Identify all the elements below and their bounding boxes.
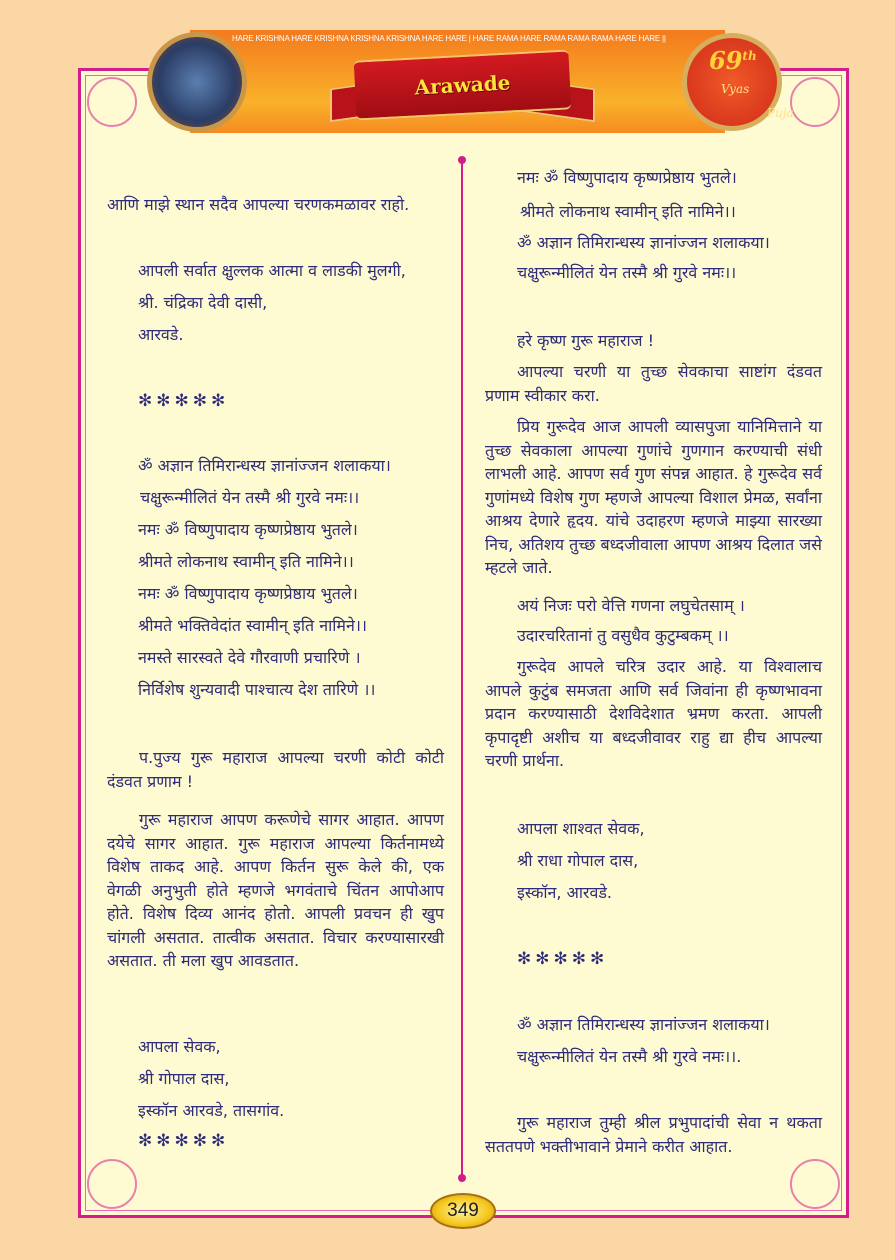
signature-line: श्री. चंद्रिका देवी दासी, [138,293,268,312]
verse-line: ॐ अज्ञान तिमिरान्धस्य ज्ञानांज्जन शलाकया। [138,456,391,475]
verse-line: ॐ अज्ञान तिमिरान्धस्य ज्ञानांज्जन शलाकया। [517,233,770,252]
verse-line: चक्षुरून्मीलितं येन तस्मै श्री गुरवे नमः।। [140,488,360,507]
corner-ornament [87,77,137,127]
corner-ornament [87,1159,137,1209]
quote-line: उदारचरितानां तु वसुधैव कुटुम्बकम् ।। [517,626,729,645]
separator-stars: ✻✻✻✻✻ [138,1131,230,1151]
column-divider [461,160,463,1180]
page-number: 349 [430,1193,496,1229]
paragraph: गुरू महाराज तुम्ही श्रील प्रभुपादांची सेवा न थकता सततपणे भक्तीभावाने प्रेमाने करीत आहात. [485,1113,822,1156]
vyas-puja-badge [682,33,794,131]
badge-suffix: th [742,49,757,63]
paragraph: प.पुज्य गुरू महाराज आपल्या चरणी कोटी कोटी दंडवत प्रणाम ! [107,748,444,791]
signature-line: आपला शाश्वत सेवक, [517,819,645,838]
quote-line: अयं निजः परो वेत्ति गणना लघुचेतसाम् । [517,596,745,615]
verse-line: चक्षुरून्मीलितं येन तस्मै श्री गुरवे नमः।। [517,263,737,282]
verse-line: श्रीमते लोकनाथ स्वामीन् इति नामिने।। [138,552,354,571]
verse-line: श्रीमते भक्तिवेदांत स्वामीन् इति नामिने।। [138,616,367,635]
verse-line: नमस्ते सारस्वते देवे गौरवाणी प्रचारिणे । [138,648,361,667]
badge-line2: Puja [767,106,794,120]
greeting: हरे कृष्ण गुरू महाराज ! [517,331,655,350]
verse-line: ॐ अज्ञान तिमिरान्धस्य ज्ञानांज्जन शलाकया। [517,1015,770,1034]
divider-dot [458,156,466,164]
intro-line: आणि माझे स्थान सदैव आपल्या चरणकमळावर राहो. [107,195,410,214]
separator-stars: ✻✻✻✻✻ [517,949,609,969]
signature-line: श्री गोपाल दास, [138,1069,230,1088]
mantra-text: HARE KRISHNA HARE KRISHNA KRISHNA KRISHNA HARE HARE | HARE RAMA HARE RAMA RAMA RAMA HARE HARE || [232,34,666,43]
signature-line: श्री राधा गोपाल दास, [517,851,639,870]
paragraph: गुरू महाराज आपण करूणेचे सागर आहात. आपण दयेचे सागर आहात. गुरू महाराज आपल्या किर्तनामध्ये विशेष ताकद आहे. आपण किर्तन सुरू केले की, एक वेगळी अनुभुती होते म्हणजे भगवंताचे चिंतन आपोआप होते. विशेष दिव्य आनंद होतो. आपली प्रवचन ही खुप चांगली असतात. तात्वीक असतात. विचार करण्यासारखी असतात. ती मला खुप आवडतात. [107,810,444,970]
signature-line: इस्कॉन, आरवडे. [517,883,613,902]
corner-ornament [790,1159,840,1209]
signature-line: आरवडे. [138,325,184,344]
verse-line: चक्षुरून्मीलितं येन तस्मै श्री गुरवे नमः।।. [517,1047,742,1066]
signature-line: इस्कॉन आरवडे, तासगांव. [138,1101,285,1120]
divider-dot [458,1174,466,1182]
paragraph: आपल्या चरणी या तुच्छ सेवकाचा साष्टांग दंडवत प्रणाम स्वीकार करा. [485,362,822,405]
signature-line: आपली सर्वात क्षुल्लक आत्मा व लाडकी मुलगी, [138,261,406,280]
separator-stars: ✻✻✻✻✻ [138,391,230,411]
title-ribbon [354,49,572,120]
badge-number: 69 [709,46,743,75]
signature-line: आपला सेवक, [138,1037,221,1056]
verse-line: नमः ॐ विष्णुपादाय कृष्णप्रेष्ठाय भुतले। [138,520,358,539]
title: Arawade [413,70,512,100]
deity-image-medallion [147,32,247,132]
badge-line1: Vyas [721,82,750,96]
verse-line: निर्विशेष शुन्यवादी पाश्चात्य देश तारिणे ।। [138,680,376,699]
corner-ornament [790,77,840,127]
paragraph: गुरूदेव आपले चरित्र उदार आहे. या विश्वालाच आपले कुटुंब समजता आणि सर्व जिवांना ही कृष्णभावना प्रदान करण्यासाठी देशविदेशात भ्रमण करता. आपली कृपादृष्टी अशीच या बध्दजीवावर राहु द्या हीच आपल्या चरणी प्रार्थना. [485,657,822,770]
verse-line: श्रीमते लोकनाथ स्वामीन् इति नामिने।। [520,202,736,221]
verse-line: नमः ॐ विष्णुपादाय कृष्णप्रेष्ठाय भुतले। [517,168,737,187]
verse-line: नमः ॐ विष्णुपादाय कृष्णप्रेष्ठाय भुतले। [138,584,358,603]
paragraph: प्रिय गुरूदेव आज आपली व्यासपुजा यानिमित्ताने या तुच्छ सेवकाला आपल्या गुणांचे गुणगान करण्याची संधी लाभली आहे. आपण सर्व गुण संपन्न आहात. हे गुरूदेव सर्व गुणांमध्ये विशेष गुण म्हणजे आपल्या विशाल प्रेमळ, सर्वांना आश्रय देणारे हृदय. यांचे उदाहरण म्हणजे माझ्या सारख्या निच, अतिशय तुच्छ बध्दजीवाला आपण आश्रय दिलात जसे म्हटले जाते. [485,417,822,577]
